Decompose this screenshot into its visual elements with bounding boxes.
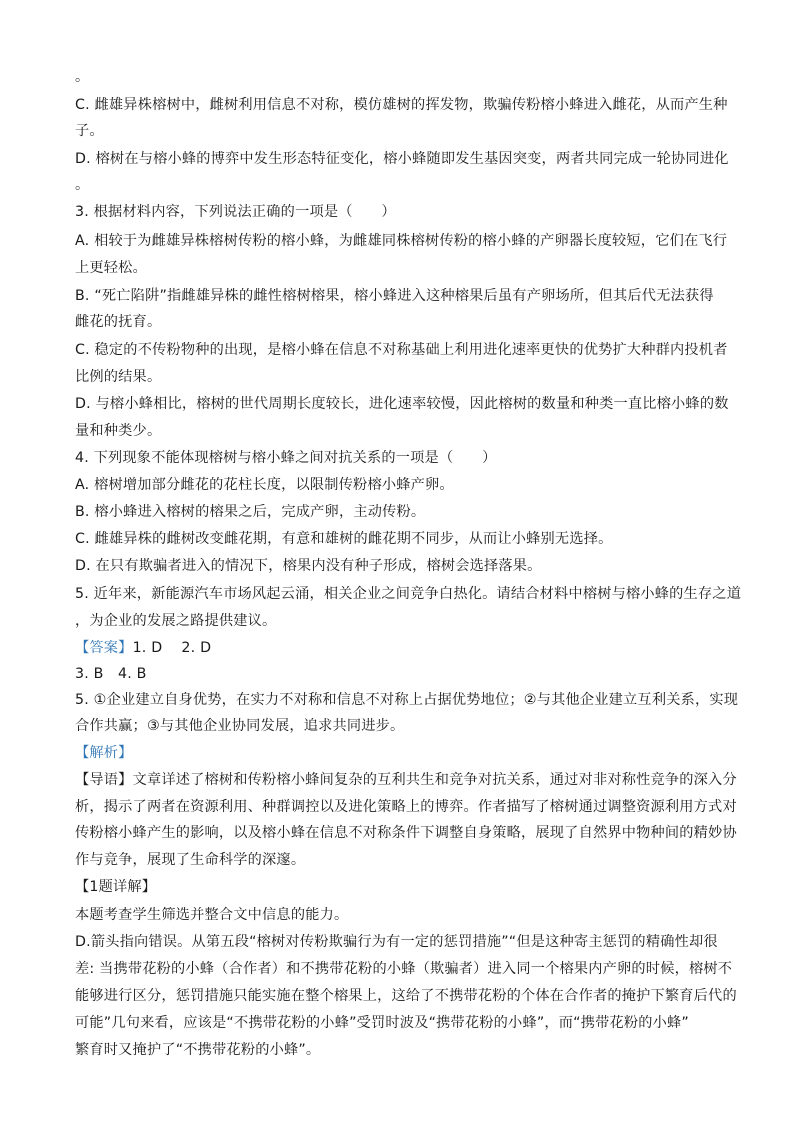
q4-option-b: B. 榕小蜂进入榕树的榕果之后，完成产卵，主动传粉。 [75,504,426,520]
option-d-line: D. 榕树在与榕小蜂的博弈中发生形态特征变化，榕小蜂随即发生基因突变，两者共同完成一轮协同进化 [75,151,729,167]
question-3: 3. 根据材料内容，下列说法正确的一项是（ ） [75,204,396,220]
text-line: 比例的结果。 [75,369,162,385]
q3-option-d: D. 与榕小蜂相比，榕树的世代周期长度较长，进化速率较慢，因此榕树的数量和种类一直比榕小蜂的数 [75,396,729,412]
answer-tag: 【答案】 [75,640,133,656]
q3-option-c: C. 稳定的不传粉物种的出现，是榕小蜂在信息不对称基础上利用进化速率更快的优势扩大种群内投机者 [75,342,728,358]
answer-line-3: 5. ①企业建立自身优势，在实力不对称和信息不对称上占据优势地位；②与其他企业建立互利关系，实现 [75,692,739,708]
text-line: 雌花的抚育。 [75,314,162,330]
detail-line: 可能”几句来看，应该是“不携带花粉的小蜂”受罚时波及“携带花粉的小蜂”，而“携带花粉的小蜂” [75,1015,689,1031]
text-line: 子。 [75,123,104,139]
analysis-tag: 【解析】 [75,745,133,761]
text-line: 。 [75,69,90,85]
answer-line-2: 3. B 4. B [75,666,147,682]
guide-line: 传粉榕小蜂产生的影响，以及榕小蜂在信息不对称条件下调整自身策略，展现了自然界中物种间的精妙协 [75,825,737,841]
text-line: 量和种类少。 [75,423,162,439]
question-4: 4. 下列现象不能体现榕树与榕小蜂之间对抗关系的一项是（ ） [75,450,497,466]
q4-option-c: C. 雌雄异株的雌树改变雌花期，有意和雄树的雌花期不同步，从而让小蜂别无选择。 [75,531,613,547]
detail-line: 本题考查学生筛选并整合文中信息的能力。 [75,907,349,923]
detail-line: 能够进行区分，惩罚措施只能实施在整个榕果上，这给了不携带花粉的个体在合作者的掩护下繁育后代的 [75,988,737,1004]
q3-option-a: A. 相较于为雌雄异株榕树传粉的榕小蜂，为雌雄同株榕树传粉的榕小蜂的产卵器长度较短，它们在飞行 [75,233,728,249]
text-line: 。 [75,177,90,193]
detail-line: 繁育时又掩护了“不携带花粉的小蜂”。 [75,1042,321,1058]
q4-option-d: D. 在只有欺骗者进入的情况下，榕果内没有种子形成，榕树会选择落果。 [75,558,542,574]
detail-line: D.箭头指向错误。从第五段“榕树对传粉欺骗行为有一定的惩罚措施”“但是这种寄主惩罚的精确性却很 [75,934,718,950]
answer-line-4: 合作共赢；③与其他企业协同发展，追求共同进步。 [75,718,405,734]
q3-option-b: B. “死亡陷阱”指雌雄异株的雌性榕树榕果，榕小蜂进入这种榕果后虽有产卵场所，但其后代无法获得 [75,288,714,304]
answer-values: 1. D 2. D [132,640,212,656]
guide-line: 析，揭示了两者在资源利用、种群调控以及进化策略上的博弈。作者描写了榕树通过调整资源利用方式对 [75,799,737,815]
q4-option-a: A. 榕树增加部分雌花的花柱长度，以限制传粉榕小蜂产卵。 [75,477,454,493]
analysis-heading [75,743,735,763]
question-5: 5. 近年来，新能源汽车市场风起云涌，相关企业之间竞争白热化。请结合材料中榕树与榕小蜂的生存之道 [75,586,742,602]
text-line: ，为企业的发展之路提供建议。 [75,613,277,629]
detail-line: 差: 当携带花粉的小蜂（合作者）和不携带花粉的小蜂（欺骗者）进入同一个榕果内产卵的时候，榕树不 [75,961,733,977]
detail-heading: 【1题详解】 [75,879,157,895]
guide-line: 【导语】文章详述了榕树和传粉榕小蜂间复杂的互利共生和竞争对抗关系，通过对非对称性竞争的深入分 [75,772,737,788]
text-line: 上更轻松。 [75,260,147,276]
guide-line: 作与竞争，展现了生命科学的深邃。 [75,852,306,868]
option-c-line: C. 雌雄异株榕树中，雌树利用信息不对称，模仿雄树的挥发物，欺骗传粉榕小蜂进入雌花，从而产生种 [75,97,728,113]
answer-line [75,638,735,658]
